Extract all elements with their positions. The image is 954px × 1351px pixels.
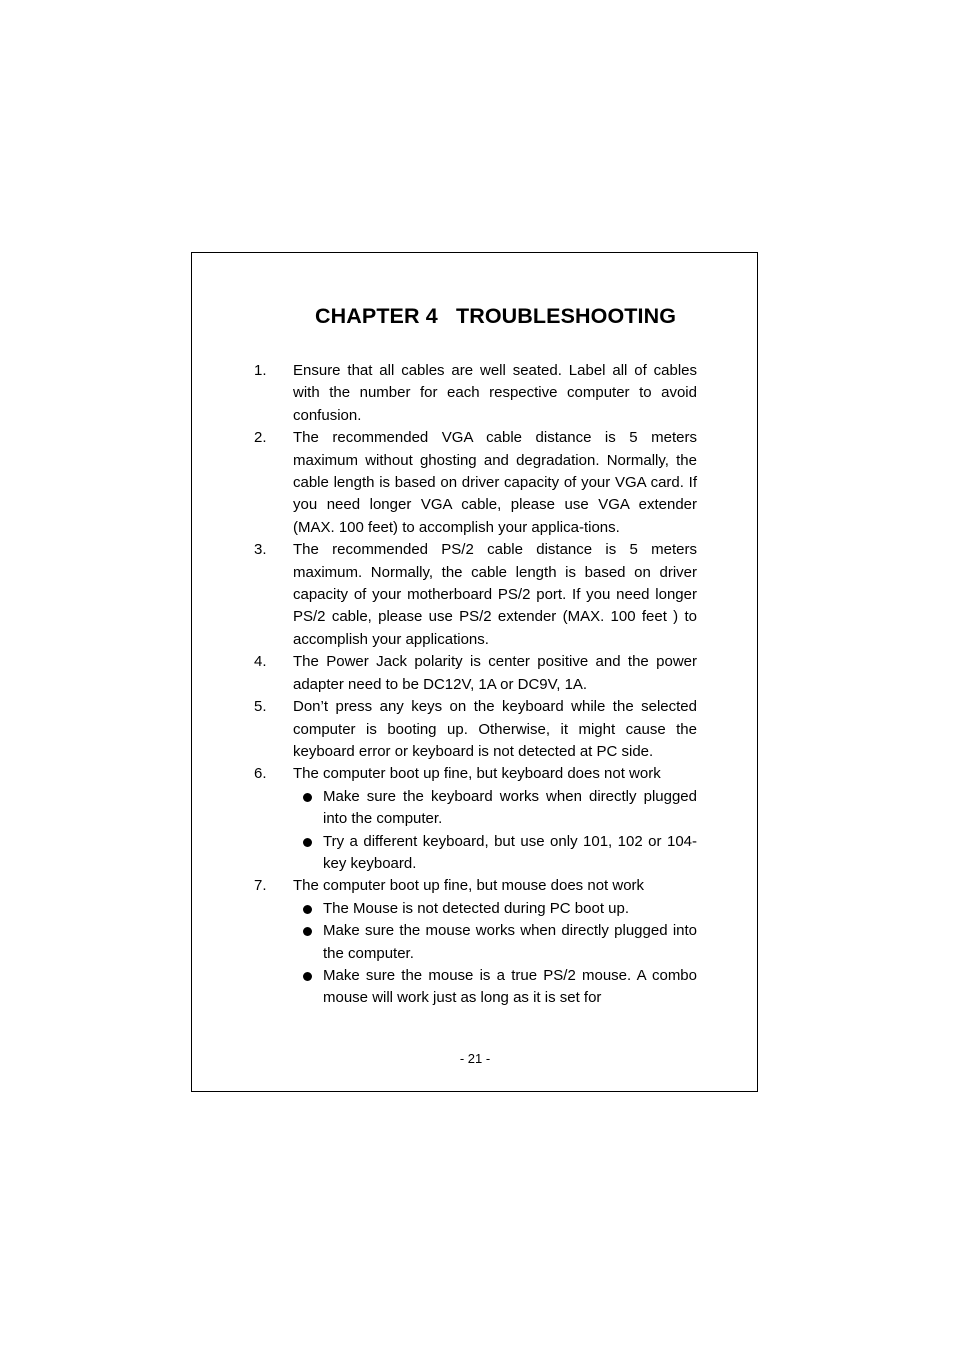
- list-item: [254, 696, 697, 763]
- sub-item-text: The Mouse is not detected during PC boot up.: [323, 899, 630, 917]
- item-text: The computer boot up fine, but keyboard does not work: [293, 765, 661, 783]
- sub-list: [293, 786, 697, 876]
- page-number: - 21 -: [459, 1051, 491, 1066]
- sub-list: [293, 898, 697, 1010]
- list-item: [254, 427, 697, 539]
- sub-list-item: [293, 831, 697, 876]
- list-item: [254, 651, 697, 696]
- item-text: The computer boot up fine, but mouse does not work: [293, 877, 645, 895]
- list-item: [254, 875, 697, 1009]
- item-text: Ensure that all cables are well seated. Label all of cables with the number for each respective computer to avoid confusion.: [293, 362, 697, 424]
- item-text: The Power Jack polarity is center positive and the power adapter need to be DC12V, 1A or DC9V, 1A.: [293, 653, 697, 693]
- chapter-title: CHAPTER 4 TROUBLESHOOTING: [315, 304, 677, 328]
- list-item: [254, 539, 697, 651]
- item-number: 2.: [254, 429, 267, 447]
- bullet-icon: [293, 831, 323, 853]
- sub-list-item: [293, 920, 697, 965]
- item-number: 7.: [254, 877, 267, 895]
- item-number: 6.: [254, 765, 267, 783]
- item-number: 3.: [254, 541, 267, 559]
- bullet-icon: [293, 965, 323, 987]
- sub-list-item: [293, 898, 697, 920]
- sub-item-text: Try a different keyboard, but use only 101, 102 or 104-key keyboard.: [323, 832, 697, 872]
- sub-list-item: [293, 965, 697, 1010]
- bullet-icon: [293, 786, 323, 808]
- bullet-icon: [293, 920, 323, 942]
- bullet-icon: [293, 898, 323, 920]
- item-text: The recommended PS/2 cable distance is 5 meters maximum. Normally, the cable length is based on driver capacity of your motherboard PS/2 port. If you need longer PS/2 cable, please use PS/2 extender (MAX. 100 feet ) to accomplish your applications.: [293, 541, 697, 648]
- list-item: [254, 763, 697, 875]
- item-number: 5.: [254, 698, 267, 716]
- item-number: 1.: [254, 362, 267, 379]
- item-text: The recommended VGA cable distance is 5 meters maximum without ghosting and degradation. Normally, the cable length is based on driver capacity of your VGA card. If you need longer VGA cable, please use VGA extender (MAX. 100 feet) to accomplish your applica-tions.: [293, 429, 697, 536]
- sub-item-text: Make sure the mouse is a true PS/2 mouse. A combo mouse will work just as long as it is set for: [323, 966, 697, 1007]
- sub-item-text: Make sure the keyboard works when directly plugged into the computer.: [323, 787, 697, 828]
- item-text: Don’t press any keys on the keyboard while the selected computer is booting up. Otherwise, it might cause the keyboard error or keyboard is not detected at PC side.: [293, 698, 697, 760]
- item-number: 4.: [254, 653, 267, 671]
- sub-list-item: [293, 786, 697, 831]
- sub-item-text: Make sure the mouse works when directly plugged into the computer.: [323, 922, 697, 962]
- list-item: [254, 360, 697, 427]
- troubleshooting-list: [254, 360, 697, 1010]
